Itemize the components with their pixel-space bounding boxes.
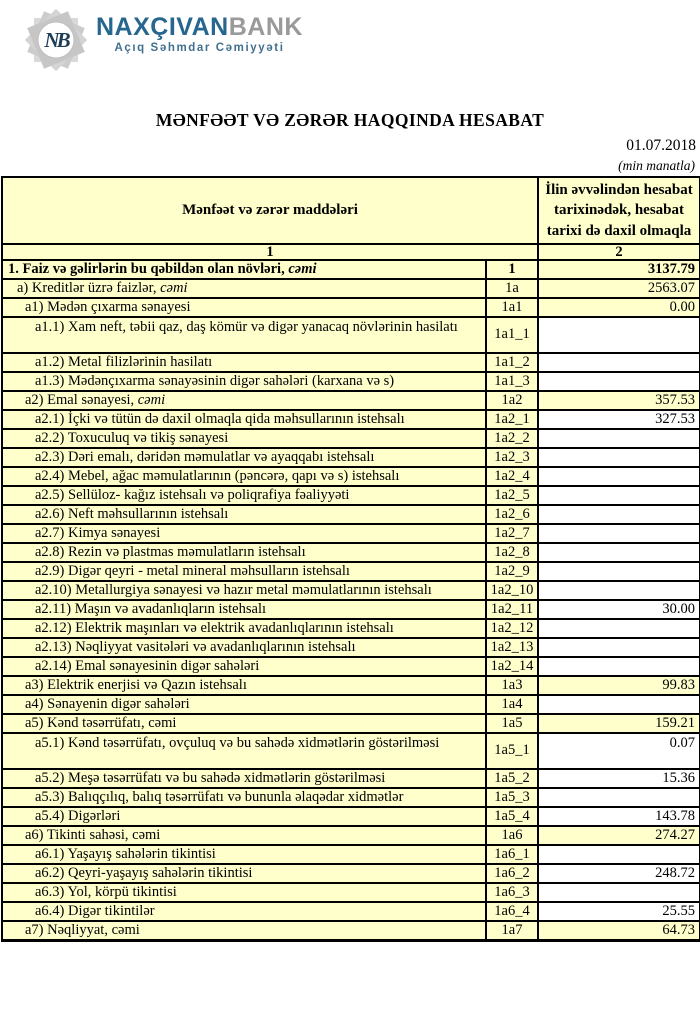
table-row	[2, 676, 700, 695]
row-label: a5.4) Digərləri	[2, 807, 486, 826]
row-code: 1a1_1	[486, 317, 538, 353]
table-row	[2, 788, 700, 807]
row-value: 0.07	[538, 733, 700, 769]
row-label: a6.3) Yol, körpü tikintisi	[2, 883, 486, 902]
row-label: a6) Tikinti sahəsi, cəmi	[2, 826, 486, 845]
table-row	[2, 260, 700, 279]
row-code: 1a2_10	[486, 581, 538, 600]
table-row	[2, 410, 700, 429]
row-value: 2563.07	[538, 279, 700, 298]
row-code: 1a2_6	[486, 505, 538, 524]
row-value: 248.72	[538, 864, 700, 883]
row-label: 1. Faiz və gəlirlərin bu qəbildən olan növləri, cəmi	[2, 260, 486, 279]
row-value: 15.36	[538, 769, 700, 788]
table-row	[2, 733, 700, 769]
table-row	[2, 769, 700, 788]
row-code: 1a6_4	[486, 902, 538, 921]
row-label: a1.1) Xam neft, təbii qaz, daş kömür və digər yanacaq növlərinin hasilatı	[2, 317, 486, 353]
row-value: 274.27	[538, 826, 700, 845]
row-label: a5.3) Balıqçılıq, balıq təsərrüfatı və bununla əlaqədar xidmətlər	[2, 788, 486, 807]
row-code: 1a2_11	[486, 600, 538, 619]
row-code: 1a2_8	[486, 543, 538, 562]
row-value	[538, 845, 700, 864]
row-value	[538, 543, 700, 562]
row-value	[538, 448, 700, 467]
row-value: 327.53	[538, 410, 700, 429]
row-value: 30.00	[538, 600, 700, 619]
row-value: 0.00	[538, 298, 700, 317]
bank-name-secondary: BANK	[228, 13, 303, 41]
table-row	[2, 562, 700, 581]
row-label: a2.4) Mebel, ağac məmulatlarının (pəncərə, qapı və s) istehsalı	[2, 467, 486, 486]
row-value	[538, 657, 700, 676]
row-code: 1a5_2	[486, 769, 538, 788]
row-label: a2.11) Maşın və avadanlıqların istehsalı	[2, 600, 486, 619]
table-row	[2, 429, 700, 448]
report-date: 01.07.2018	[626, 137, 696, 154]
row-value	[538, 883, 700, 902]
row-code: 1a1	[486, 298, 538, 317]
table-row	[2, 714, 700, 733]
row-code: 1a2_9	[486, 562, 538, 581]
row-code: 1a2	[486, 391, 538, 410]
bank-name-primary: NAXÇIVAN	[96, 13, 229, 41]
row-value	[538, 524, 700, 543]
row-label: a2) Emal sənayesi, cəmi	[2, 391, 486, 410]
row-label: a2.5) Sellüloz- kağız istehsalı və poliqrafiya fəaliyyəti	[2, 486, 486, 505]
table-row	[2, 581, 700, 600]
report-table-body	[2, 260, 700, 941]
row-label: a1.2) Metal filizlərinin hasilatı	[2, 353, 486, 372]
bank-emblem-icon	[24, 8, 88, 72]
row-value	[538, 429, 700, 448]
row-value: 3137.79	[538, 260, 700, 279]
row-label-italic: cəmi	[137, 391, 166, 408]
row-code: 1a2_3	[486, 448, 538, 467]
row-value: 143.78	[538, 807, 700, 826]
row-value	[538, 353, 700, 372]
row-code: 1a7	[486, 921, 538, 941]
table-row	[2, 279, 700, 298]
row-code: 1a6_1	[486, 845, 538, 864]
row-label: a2.10) Metallurgiya sənayesi və hazır metal məmulatlarının istehsalı	[2, 581, 486, 600]
table-row	[2, 524, 700, 543]
bank-logo	[24, 8, 303, 72]
row-label: a7) Nəqliyyat, cəmi	[2, 921, 486, 941]
table-row	[2, 505, 700, 524]
row-label: a4) Sənayenin digər sahələri	[2, 695, 486, 714]
row-code: 1a1_2	[486, 353, 538, 372]
row-code: 1a2_2	[486, 429, 538, 448]
row-label: a6.4) Digər tikintilər	[2, 902, 486, 921]
row-value: 25.55	[538, 902, 700, 921]
table-row	[2, 657, 700, 676]
row-label: a2.9) Digər qeyri - metal mineral məhsulların istehsalı	[2, 562, 486, 581]
row-value	[538, 372, 700, 391]
row-label: a6.2) Qeyri-yaşayış sahələrin tikintisi	[2, 864, 486, 883]
row-label: a1) Mədən çıxarma sənayesi	[2, 298, 486, 317]
value-column-header: İlin əvvəlindən hesabat tarixinədək, hesabat tarixi də daxil olmaqla	[538, 177, 700, 244]
row-label: a2.13) Nəqliyyat vasitələri və avadanlıqlarının istehsalı	[2, 638, 486, 657]
table-row	[2, 391, 700, 410]
table-row	[2, 695, 700, 714]
row-code: 1a6	[486, 826, 538, 845]
row-code: 1a2_14	[486, 657, 538, 676]
row-code: 1a2_1	[486, 410, 538, 429]
bank-monogram: NB	[44, 28, 68, 52]
row-label: a2.8) Rezin və plastmas məmulatların istehsalı	[2, 543, 486, 562]
bank-subtitle: Açıq Səhmdar Cəmiyyəti	[114, 42, 285, 54]
table-row	[2, 600, 700, 619]
table-row	[2, 845, 700, 864]
row-value: 99.83	[538, 676, 700, 695]
table-row	[2, 921, 700, 941]
row-label: a2.14) Emal sənayesinin digər sahələri	[2, 657, 486, 676]
row-value: 159.21	[538, 714, 700, 733]
row-code: 1a3	[486, 676, 538, 695]
row-value	[538, 317, 700, 353]
row-value: 64.73	[538, 921, 700, 941]
row-code: 1a2_5	[486, 486, 538, 505]
column-number-row	[2, 244, 700, 260]
row-label: a2.12) Elektrik maşınları və elektrik avadanlıqlarının istehsalı	[2, 619, 486, 638]
row-code: 1a1_3	[486, 372, 538, 391]
bank-name	[96, 15, 303, 40]
row-code: 1a4	[486, 695, 538, 714]
row-code: 1a5	[486, 714, 538, 733]
profit-loss-table	[1, 176, 700, 942]
row-label: a2.6) Neft məhsullarının istehsalı	[2, 505, 486, 524]
table-row	[2, 619, 700, 638]
table-row	[2, 826, 700, 845]
table-row	[2, 864, 700, 883]
row-code: 1a2_12	[486, 619, 538, 638]
table-row	[2, 807, 700, 826]
row-value	[538, 581, 700, 600]
row-value	[538, 695, 700, 714]
row-value	[538, 788, 700, 807]
row-label: a1.3) Mədənçıxarma sənayəsinin digər sahələri (karxana və s)	[2, 372, 486, 391]
row-code: 1a5_4	[486, 807, 538, 826]
table-row	[2, 467, 700, 486]
row-code: 1a5_3	[486, 788, 538, 807]
table-row	[2, 883, 700, 902]
row-label: a5.1) Kənd təsərrüfatı, ovçuluq və bu sahədə xidmətlərin göstərilməsi	[2, 733, 486, 769]
row-label: a6.1) Yaşayış sahələrin tikintisi	[2, 845, 486, 864]
row-code: 1a2_13	[486, 638, 538, 657]
row-label: a2.1) İçki və tütün də daxil olmaqla qida məhsullarının istehsalı	[2, 410, 486, 429]
row-label: a5) Kənd təsərrüfatı, cəmi	[2, 714, 486, 733]
table-row	[2, 486, 700, 505]
table-row	[2, 543, 700, 562]
table-row	[2, 638, 700, 657]
row-code: 1a2_7	[486, 524, 538, 543]
row-label-italic: cəmi	[160, 279, 188, 296]
table-row	[2, 317, 700, 353]
row-label-italic: cəmi	[288, 260, 317, 277]
row-value	[538, 467, 700, 486]
table-row	[2, 902, 700, 921]
bank-brand-text	[96, 15, 303, 54]
report-title: MƏNFƏƏT VƏ ZƏRƏR HAQQINDA HESABAT	[155, 110, 545, 130]
row-value: 357.53	[538, 391, 700, 410]
row-value	[538, 505, 700, 524]
items-column-header: Mənfəət və zərər maddələri	[2, 177, 538, 244]
row-value	[538, 486, 700, 505]
row-label: a5.2) Meşə təsərrüfatı və bu sahədə xidmətlərin göstərilməsi	[2, 769, 486, 788]
unit-note: (min manatla)	[618, 158, 695, 173]
table-row	[2, 298, 700, 317]
column-number-1: 1	[2, 244, 538, 260]
row-label: a3) Elektrik enerjisi və Qazın istehsalı	[2, 676, 486, 695]
row-code: 1a6_3	[486, 883, 538, 902]
row-code: 1a6_2	[486, 864, 538, 883]
row-code: 1a5_1	[486, 733, 538, 769]
row-label: a2.7) Kimya sənayesi	[2, 524, 486, 543]
column-number-2: 2	[538, 244, 700, 260]
row-code: 1	[486, 260, 538, 279]
table-header-row	[2, 177, 700, 244]
table-row	[2, 353, 700, 372]
row-value	[538, 619, 700, 638]
row-value	[538, 638, 700, 657]
row-label: a2.3) Dəri emalı, dəridən məmulatlar və ayaqqabı istehsalı	[2, 448, 486, 467]
row-label: a) Kreditlər üzrə faizlər, cəmi	[2, 279, 486, 298]
table-row	[2, 372, 700, 391]
row-value	[538, 562, 700, 581]
row-code: 1a2_4	[486, 467, 538, 486]
row-code: 1a	[486, 279, 538, 298]
row-label: a2.2) Toxuculuq və tikiş sənayesi	[2, 429, 486, 448]
table-row	[2, 448, 700, 467]
